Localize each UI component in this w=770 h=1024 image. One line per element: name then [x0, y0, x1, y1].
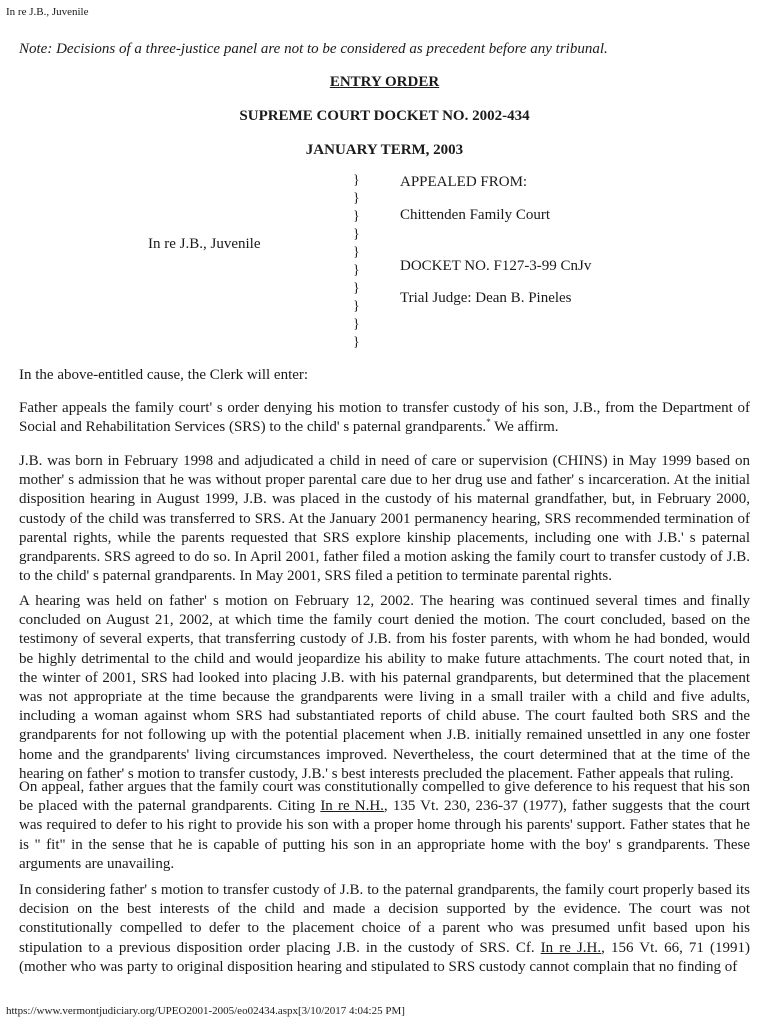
precedent-note: Note: Decisions of a three-justice panel are not to be considered as precedent before any tribunal. [19, 41, 608, 57]
paragraph-intro: In the above-entitled cause, the Clerk will enter: [19, 367, 309, 383]
caption-brace: } [353, 263, 360, 278]
case-citation-link[interactable]: In re N.H. [320, 798, 384, 815]
caption-brace: } [353, 209, 360, 224]
paragraph-text: Father appeals the family court' s order denying his motion to transfer custody of his son, J.B., from the Department of Social and Rehabilitation Services (SRS) to the child' s paternal grandparents. [19, 400, 750, 436]
paragraph-hearing: A hearing was held on father' s motion on February 12, 2002. The hearing was continued several times and finally concluded on August 21, 2002, at which time the family court denied the motion. The court concluded, based on the testimony of several experts, that transferring custody of J.B. from his foster parents, with whom he had bonded, would be highly detrimental to the child and would jeopardize his ability to make future attachments. The court noted that, in the winter of 2001, SRS had looked into placing J.B. with his paternal grandparents, but determined that the placement was not appropriate at the time because the grandparents were living in a small trailer with a child and five adults, including a woman against whom SRS had substantiated reports of child abuse. The court faulted both SRS and the grandparents for not following up with the potential placement when J.B. initially remained unsettled in any one foster home and the grandparents' living circumstances improved. Nevertheless, the court determined that at the time of the hearing on father' s motion to transfer custody, J.B.' s best interests precluded the placement. Father appeals that ruling. [19, 593, 750, 782]
page-header-title: In re J.B., Juvenile [6, 6, 89, 18]
caption-brace: } [353, 191, 360, 206]
case-citation-link[interactable]: In re J.H. [540, 939, 602, 956]
lower-docket-number: DOCKET NO. F127-3-99 CnJv [400, 258, 592, 274]
paragraph-background: J.B. was born in February 1998 and adjudicated a child in need of care or supervision (CHINS) in May 1999 based on mother' s admission that he was without proper parental care due to her drug use and father' s incarceration. At the initial disposition hearing in August 1999, J.B. was placed in the custody of his maternal grandfather, but, in February 2000, custody of the child was transferred to SRS. At the January 2001 permanency hearing, SRS recommended termination of parental rights, while the parents requested that SRS explore kinship placements, including one with J.B.' s paternal grandparents. SRS agreed to do so. In April 2001, father filed a motion asking the family court to transfer custody of J.B. to the child' s paternal grandparents. In May 2001, SRS filed a petition to terminate parental rights. [19, 453, 750, 585]
paragraph-arguments [19, 778, 750, 874]
page-footer-url: https://www.vermontjudiciary.org/UPEO2001-2005/eo02434.aspx[3/10/2017 4:04:25 PM] [6, 1005, 405, 1017]
appealed-from-label: APPEALED FROM: [400, 174, 528, 190]
paragraph-text: , 156 Vt. 66, 71 (1991) (mother who was party to original disposition hearing and stipulated to SRS custody cannot complain that no finding of [19, 939, 750, 975]
term-heading: JANUARY TERM, 2003 [305, 142, 464, 158]
paragraph-text: , 135 Vt. 230, 236-37 (1977), father suggests that the court was required to defer to his right to provide his son with a proper home through his parents' support. Father states that he is " fit" in the sense that he is capable of putting his son in an appropriate home with the boy' s grandparents. These arguments are unavailing. [19, 798, 750, 872]
docket-heading: SUPREME COURT DOCKET NO. 2002-434 [239, 108, 530, 124]
paragraph-analysis [19, 881, 750, 977]
caption-brace-column [353, 172, 360, 352]
paragraph-appeal-summary [19, 399, 750, 437]
footnote-marker[interactable]: * [486, 417, 491, 428]
paragraph-text: We affirm. [490, 419, 559, 436]
caption-brace: } [353, 299, 360, 314]
entry-order-heading: ENTRY ORDER [329, 74, 440, 90]
case-name: In re J.B., Juvenile [148, 236, 261, 252]
trial-judge: Trial Judge: Dean B. Pineles [400, 290, 572, 306]
caption-brace: } [353, 245, 360, 260]
lower-court: Chittenden Family Court [400, 207, 550, 223]
caption-brace: } [353, 317, 360, 332]
paragraph-text: On appeal, father argues that the family court was constitutionally compelled to give deference to his request that his son be placed with the paternal grandparents. Citing [19, 779, 750, 815]
caption-brace: } [353, 227, 360, 242]
paragraph-text: In considering father' s motion to transfer custody of J.B. to the paternal grandparents, the family court properly based its decision on the best interests of the child and made a decision supported by the evidence. The court was not constitutionally compelled to defer to the placement choice of a parent who was presumed unfit based upon his stipulation to a previous disposition order placing J.B. in the custody of SRS. Cf. [19, 882, 750, 956]
caption-brace: } [353, 173, 360, 188]
caption-brace: } [353, 281, 360, 296]
caption-brace: } [353, 335, 360, 350]
